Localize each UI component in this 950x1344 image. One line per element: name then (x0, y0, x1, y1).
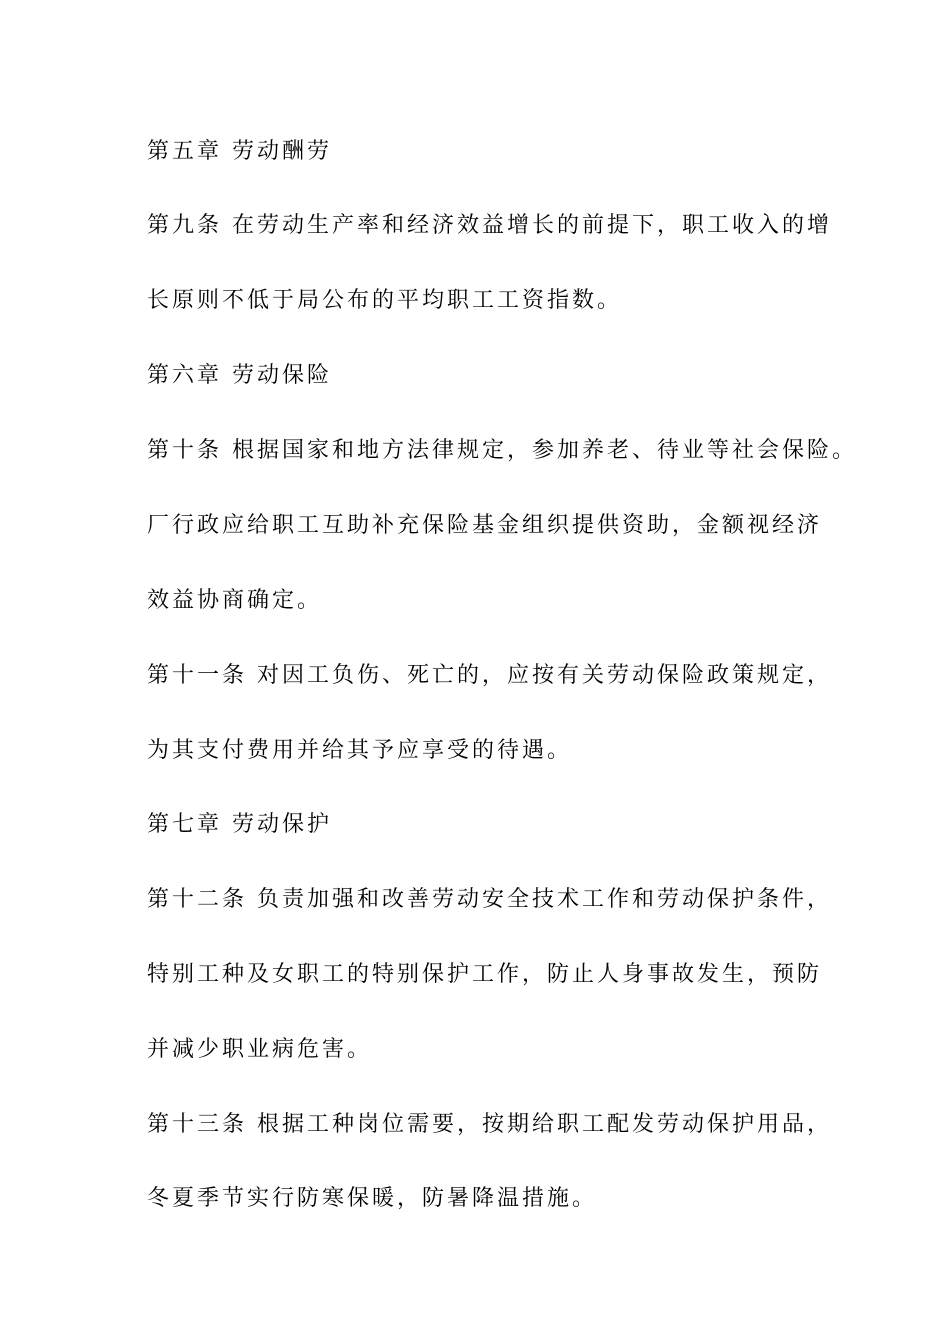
chapter-heading-6: 第六章 劳动保险 (147, 363, 332, 388)
article-9-line-2: 长原则不低于局公布的平均职工工资指数。 (147, 288, 623, 313)
chapter-heading-7: 第七章 劳动保护 (147, 812, 332, 837)
article-11-line-2: 为其支付费用并给其予应享受的待遇。 (147, 738, 573, 763)
article-11-line-1: 第十一条 对因工负伤、死亡的，应按有关劳动保险政策规定， (147, 663, 832, 688)
article-10-line-1: 第十条 根据国家和地方法律规定，参加养老、待业等社会保险。 (147, 438, 857, 463)
article-9-line-1: 第九条 在劳动生产率和经济效益增长的前提下，职工收入的增 (147, 213, 832, 238)
article-13-line-1: 第十三条 根据工种岗位需要，按期给职工配发劳动保护用品， (147, 1112, 832, 1137)
article-12-line-1: 第十二条 负责加强和改善劳动安全技术工作和劳动保护条件， (147, 887, 832, 912)
article-12-line-3: 并减少职业病危害。 (147, 1037, 373, 1062)
article-10-line-3: 效益协商确定。 (147, 588, 323, 613)
article-13-line-2: 冬夏季节实行防寒保暖，防暑降温措施。 (147, 1186, 598, 1211)
article-10-line-2: 厂行政应给职工互助补充保险基金组织提供资助，金额视经济 (147, 513, 823, 538)
article-12-line-2: 特别工种及女职工的特别保护工作，防止人身事故发生，预防 (147, 962, 823, 987)
chapter-heading-5: 第五章 劳动酬劳 (147, 139, 332, 164)
